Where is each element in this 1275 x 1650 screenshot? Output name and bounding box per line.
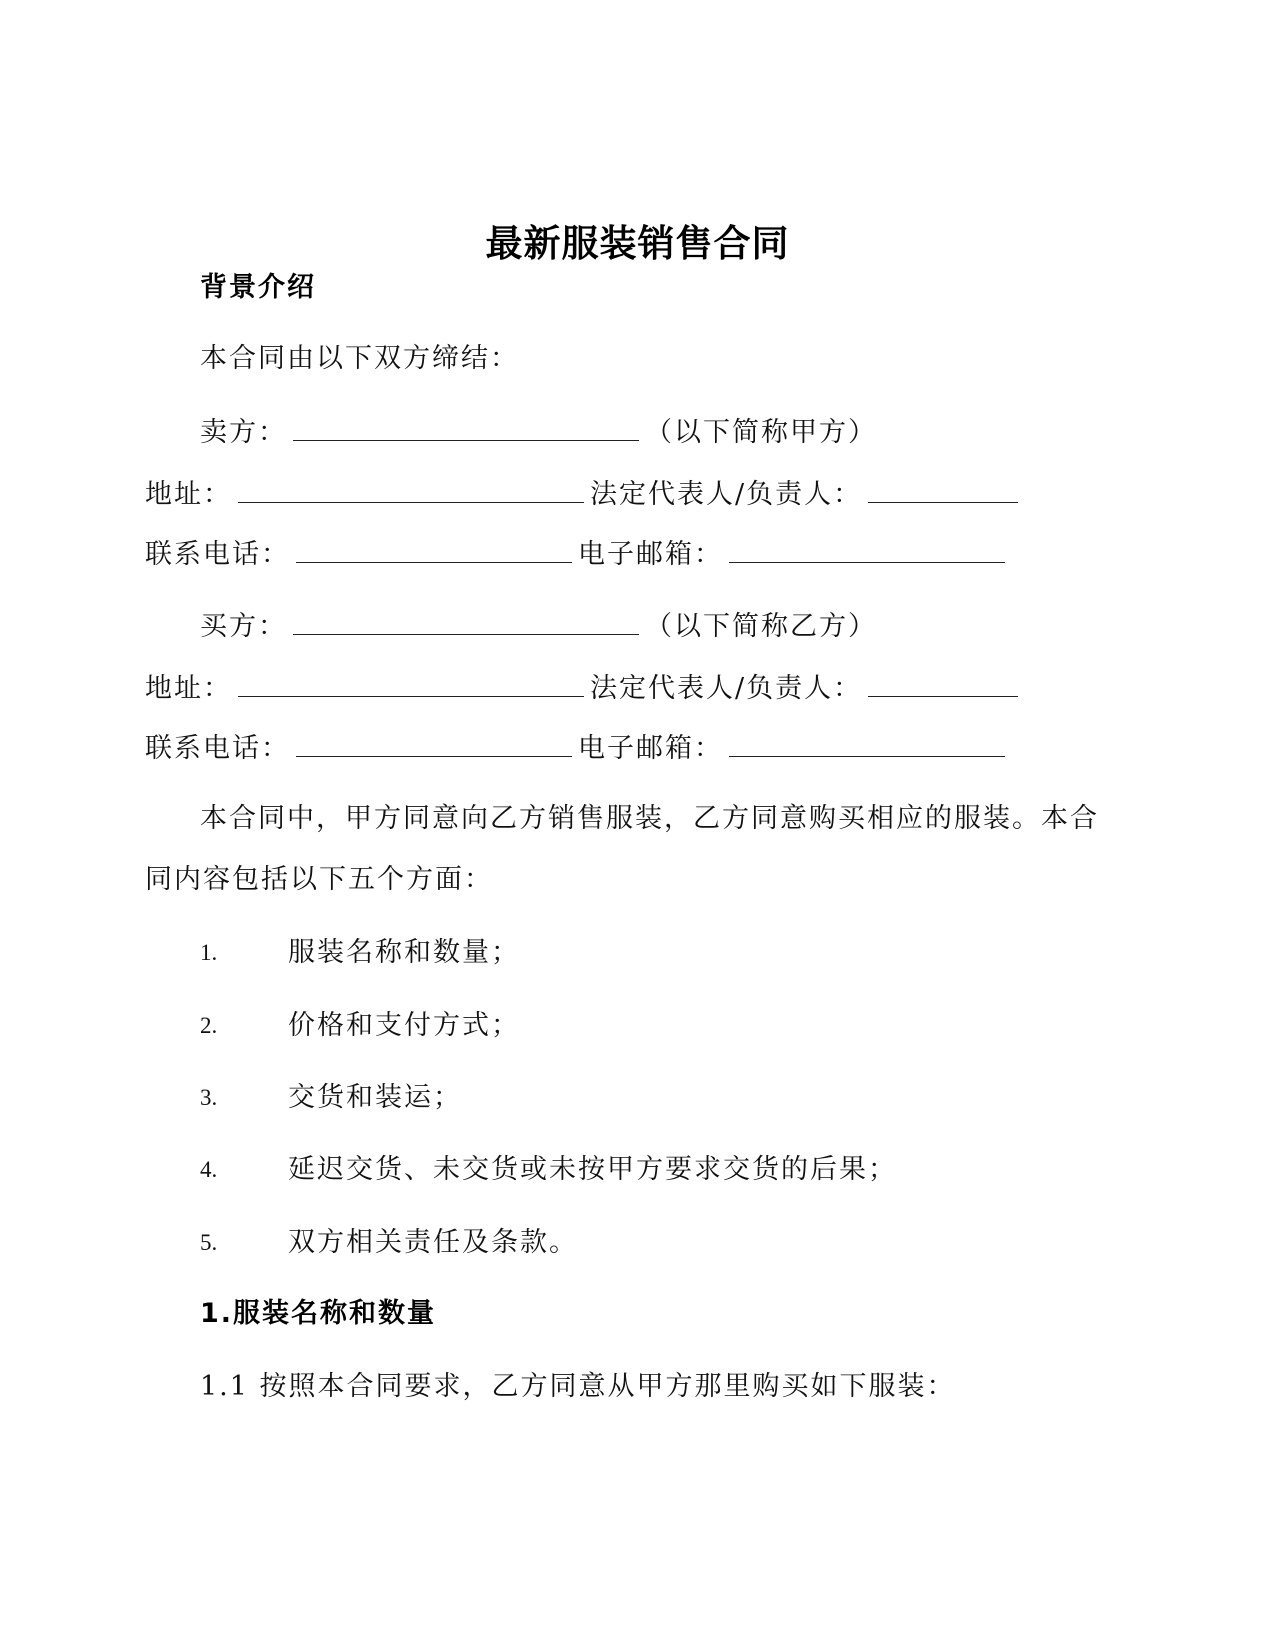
section-heading-background: 背景介绍 [200,272,316,303]
list-item-number: 2. [200,1013,218,1038]
page-title: 最新服装销售合同 [485,222,790,265]
seller-contact-row [145,536,1011,572]
buyer-row [200,608,877,644]
buyer-rep-blank[interactable] [868,670,1018,697]
section-heading-1: 1.服装名称和数量 [200,1298,437,1329]
buyer-email-label: 电子邮箱： [578,733,723,764]
list-item-number: 4. [200,1157,218,1182]
buyer-suffix: （以下简称乙方） [645,611,877,642]
seller-label: 卖方： [200,417,287,448]
list-item-text: 服装名称和数量； [288,937,520,968]
clause-1-1: 1.1 按照本合同要求，乙方同意从甲方那里购买如下服装： [200,1371,956,1402]
seller-address-blank[interactable] [238,476,584,503]
buyer-phone-label: 联系电话： [145,733,290,764]
seller-address-label: 地址： [145,479,232,510]
summary-line-1: 本合同中，甲方同意向乙方销售服装，乙方同意购买相应的服装。本合 [200,803,1099,834]
seller-phone-label: 联系电话： [145,539,290,570]
seller-email-blank[interactable] [729,536,1005,563]
list-item-text: 双方相关责任及条款。 [288,1227,578,1258]
buyer-address-row [145,670,1024,706]
seller-row [200,414,877,450]
buyer-address-label: 地址： [145,673,232,704]
list-item-text: 交货和装运； [288,1082,462,1113]
list-item-number: 1. [200,940,218,965]
list-item-number: 3. [200,1085,218,1110]
seller-suffix: （以下简称甲方） [645,417,877,448]
buyer-email-blank[interactable] [729,730,1005,757]
seller-address-row [145,476,1024,512]
list-item-number: 5. [200,1230,218,1255]
buyer-address-blank[interactable] [238,670,584,697]
list-item-text: 价格和支付方式； [288,1010,520,1041]
buyer-name-blank[interactable] [293,608,639,635]
seller-rep-label: 法定代表人/负责人： [590,479,863,510]
seller-rep-blank[interactable] [868,476,1018,503]
buyer-rep-label: 法定代表人/负责人： [590,673,863,704]
list-item-text: 延迟交货、未交货或未按甲方要求交货的后果； [288,1154,897,1185]
intro-text: 本合同由以下双方缔结： [200,343,519,374]
buyer-contact-row [145,730,1011,766]
seller-name-blank[interactable] [293,414,639,441]
seller-email-label: 电子邮箱： [578,539,723,570]
buyer-phone-blank[interactable] [296,730,572,757]
summary-line-2: 同内容包括以下五个方面： [145,864,493,895]
seller-phone-blank[interactable] [296,536,572,563]
buyer-label: 买方： [200,611,287,642]
